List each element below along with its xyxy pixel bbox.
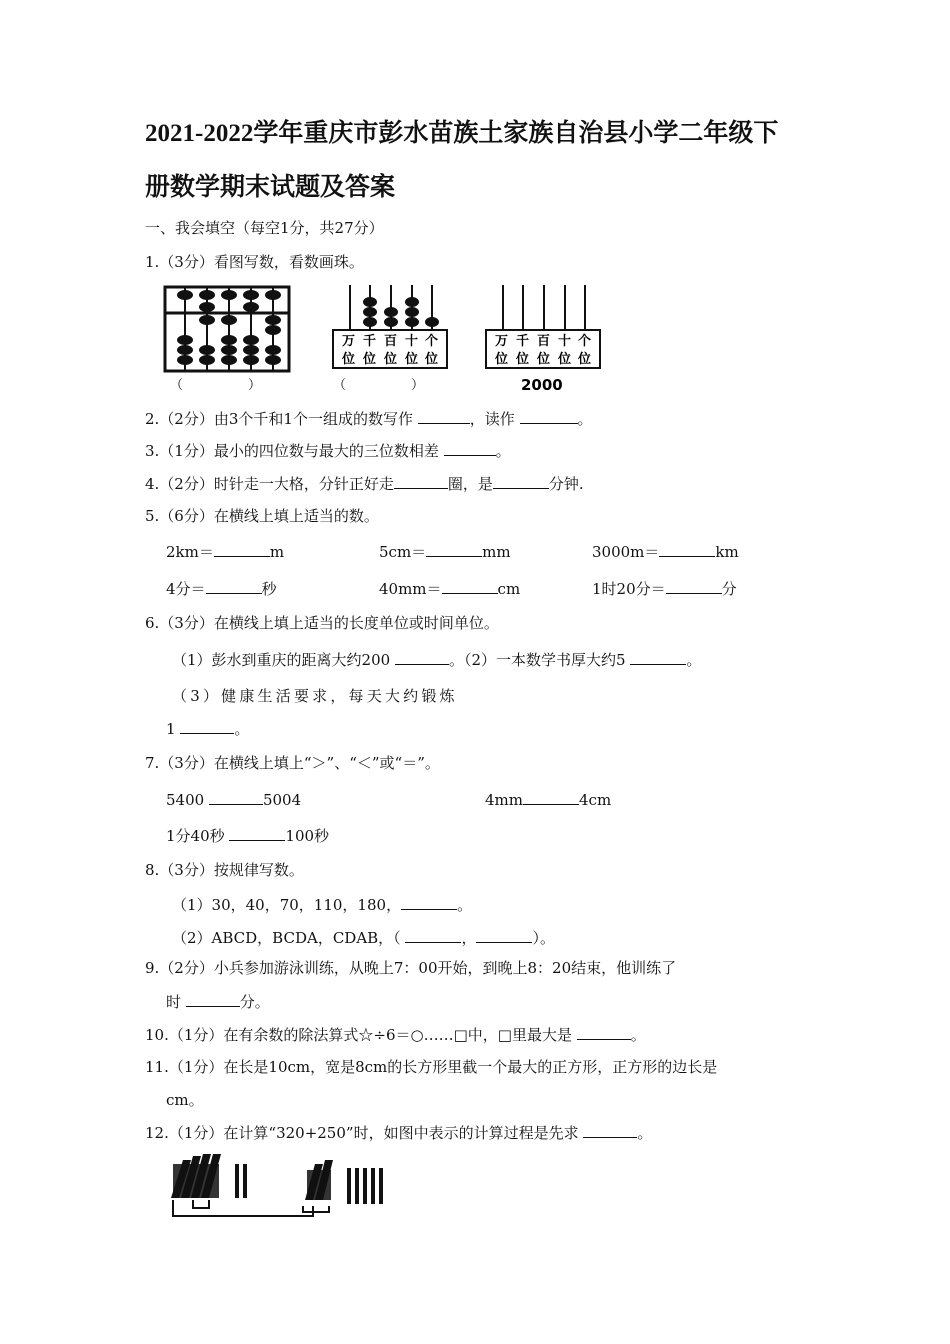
question-1: 1.（3分）看图写数，看数画珠。 xyxy=(145,253,364,271)
answer-blank[interactable] xyxy=(476,928,532,943)
answer-blank[interactable] xyxy=(666,579,722,594)
abacus-figure-2 xyxy=(330,283,450,373)
question-8: 8.（3分）按规律写数。 xyxy=(145,861,304,879)
abacus-1-answer-paren: （ ） xyxy=(170,378,262,393)
question-10: 10.（1分）在有余数的除法算式☆÷6＝○……□中，□里最大是 。 xyxy=(145,1026,646,1044)
question-11: 11.（1分）在长是10cm，宽是8cm的长方形里截一个最大的正方形，正方形的边长是 xyxy=(145,1058,718,1076)
answer-blank[interactable] xyxy=(394,474,448,489)
answer-blank[interactable] xyxy=(180,719,234,734)
answer-blank[interactable] xyxy=(583,1123,637,1138)
doc-title-line1: 2021-2022学年重庆市彭水苗族土家族自治县小学二年级下 xyxy=(145,120,779,147)
q5-item-mm-cm: 40mm＝ cm xyxy=(379,580,521,598)
q5-item-min-sec: 4分＝ 秒 xyxy=(166,580,277,598)
svg-text:十: 十 xyxy=(558,334,572,349)
q8-part-2: （2）ABCD，BCDA，CDAB，（ ， ）。 xyxy=(172,929,555,947)
place-label-qian: 千 xyxy=(363,334,377,349)
q8-part-1: （1）30，40，70，110，180， 。 xyxy=(172,896,473,914)
abacus-figure-3 xyxy=(483,283,603,393)
q7-compare-b: 4mm 4cm xyxy=(485,791,612,809)
answer-blank[interactable] xyxy=(418,409,470,424)
svg-text:位: 位 xyxy=(384,352,398,367)
abacus-3-number: 2000 xyxy=(521,376,563,394)
svg-text:百: 百 xyxy=(537,334,551,349)
q7-compare-c: 1分40秒 100秒 xyxy=(166,827,330,845)
svg-text:位: 位 xyxy=(495,352,509,367)
answer-blank[interactable] xyxy=(214,542,270,557)
svg-text:位: 位 xyxy=(425,352,439,367)
answer-blank[interactable] xyxy=(493,474,549,489)
q6-parts-1-2: （1）彭水到重庆的距离大约200 。（2）一本数学书厚大约5 。 xyxy=(172,651,702,669)
q11-answer: cm。 xyxy=(166,1091,204,1109)
place-label-bai: 百 xyxy=(384,334,398,349)
answer-blank[interactable] xyxy=(442,579,498,594)
question-6: 6.（3分）在横线上填上适当的长度单位或时间单位。 xyxy=(145,614,499,632)
question-2: 2.（2分）由3个千和1个一组成的数写作 ，读作 。 xyxy=(145,410,593,428)
answer-blank[interactable] xyxy=(577,1025,631,1040)
svg-text:位: 位 xyxy=(578,352,592,367)
answer-blank[interactable] xyxy=(520,409,578,424)
q5-item-m-km: 3000m＝ km xyxy=(592,543,739,561)
answer-blank[interactable] xyxy=(206,579,262,594)
answer-blank[interactable] xyxy=(523,790,579,805)
place-label-ge: 个 xyxy=(425,334,439,349)
svg-text:位: 位 xyxy=(342,352,356,367)
svg-text:位: 位 xyxy=(405,352,419,367)
answer-blank[interactable] xyxy=(405,928,461,943)
place-label-wan: 万 xyxy=(342,334,356,349)
question-9: 9.（2分）小兵参加游泳训练，从晚上7：00开始，到晚上8：20结束，他训练了 xyxy=(145,959,677,977)
svg-text:千: 千 xyxy=(516,334,530,349)
svg-text:位: 位 xyxy=(363,352,377,367)
answer-blank[interactable] xyxy=(229,826,285,841)
q5-item-cm-mm: 5cm＝ mm xyxy=(379,543,511,561)
answer-blank[interactable] xyxy=(659,542,715,557)
question-4: 4.（2分）时针走一大格，分针正好走 圈，是 分钟. xyxy=(145,475,584,493)
place-label-shi: 十 xyxy=(405,334,419,349)
q7-compare-a: 5400 5004 xyxy=(166,791,302,809)
section-heading: 一、我会填空（每空1分，共27分） xyxy=(145,219,384,237)
svg-text:位: 位 xyxy=(537,352,551,367)
svg-text:万: 万 xyxy=(495,334,509,349)
question-3: 3.（1分）最小的四位数与最大的三位数相差 。 xyxy=(145,442,511,460)
answer-blank[interactable] xyxy=(630,650,686,665)
answer-blank[interactable] xyxy=(186,992,240,1007)
question-12: 12.（1分）在计算“320+250”时，如图中表示的计算过程是先求 。 xyxy=(145,1124,653,1142)
answer-blank[interactable] xyxy=(401,895,457,910)
answer-blank[interactable] xyxy=(395,650,449,665)
question-7: 7.（3分）在横线上填上“＞”、“＜”或“＝”。 xyxy=(145,754,440,772)
abacus-2-answer-paren: （ ） xyxy=(333,378,425,393)
q6-part-3: （3）健康生活要求，每天大约锻炼 xyxy=(172,687,458,705)
counting-blocks-figure xyxy=(163,1150,403,1225)
answer-blank[interactable] xyxy=(444,441,496,456)
q9-answer: 时 分。 xyxy=(166,993,270,1011)
q5-item-hour-min: 1时20分＝ 分 xyxy=(592,580,737,598)
answer-blank[interactable] xyxy=(209,790,263,805)
svg-text:个: 个 xyxy=(578,334,592,349)
q6-part-3-answer: 1 。 xyxy=(166,720,250,738)
answer-blank[interactable] xyxy=(426,542,482,557)
svg-text:位: 位 xyxy=(516,352,530,367)
question-5: 5.（6分）在横线上填上适当的数。 xyxy=(145,507,379,525)
svg-text:位: 位 xyxy=(558,352,572,367)
q5-item-km-m: 2km＝ m xyxy=(166,543,285,561)
doc-title-line2: 册数学期末试题及答案 xyxy=(145,174,396,201)
